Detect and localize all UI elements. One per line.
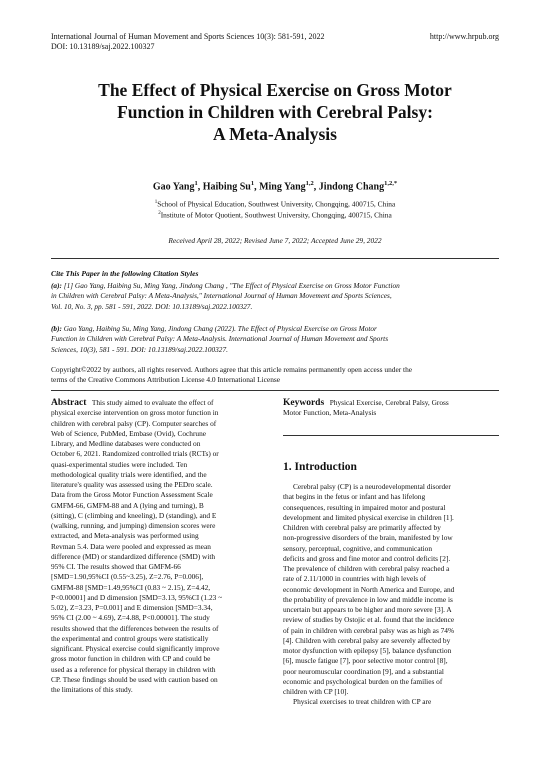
abstract — [51, 398, 272, 695]
abstract-line: gross motor function in children with CP and could be — [51, 654, 211, 664]
citation-line: [1] Gao Yang, Haibing Su, Ming Yang, Jindong Chang , "The Effect of Physical Exercise on Gross Motor Function — [63, 281, 400, 290]
citation-line: Function in Children with Cerebral Palsy: A Meta-Analysis. International Journal of Human Movement and Sports — [51, 334, 389, 344]
abstract-line: GMFM-88 [SMD=1.49,95%CI (0.83 ~ 2.15), Z=4.42, — [51, 582, 211, 592]
divider — [51, 258, 499, 259]
citation-line: Sciences, 10(3), 581 - 591. DOI: 10.13189/saj.2022.100327. — [51, 344, 228, 354]
keywords-heading: Keywords — [283, 398, 325, 408]
keywords-line: Motor Function, Meta-Analysis — [283, 408, 377, 418]
introduction-line: review of studies by Ostojic et al. found that the incidence — [283, 615, 455, 625]
affil-mark: 1 — [154, 200, 158, 205]
introduction-line: economic and psychological burden on the families of — [283, 676, 443, 686]
abstract-line: physical exercise intervention on gross motor function in — [51, 408, 219, 418]
abstract-line: Web of Science, PubMed, Embase (Ovid), Cochrune — [51, 428, 207, 438]
abstract-heading: Abstract — [51, 398, 87, 408]
introduction-line: development and limited physical exercise in children [1]. — [283, 512, 454, 522]
title-line: Function in Children with Cerebral Palsy: — [117, 102, 433, 122]
citation-line: Vol. 10, No. 3, pp. 581 - 591, 2022. DOI: 10.13189/saj.2022.100327. — [51, 301, 253, 311]
affil-text: Institute of Motor Quotient, Southwest University, Chongqing, 400715, China — [160, 210, 392, 220]
citation-style-a — [51, 281, 499, 312]
citation-tag: (a): — [51, 281, 62, 290]
abstract-line: the experimental and control groups were statistically — [51, 633, 209, 643]
abstract-line: used as a reference for physical therapy in children with — [51, 664, 216, 674]
title-line: The Effect of Physical Exercise on Gross Motor — [98, 80, 452, 100]
introduction-line: the probability of prevalence in low and middle income is — [283, 594, 453, 604]
keywords — [283, 398, 499, 419]
introduction-line: The prevalence of children with cerebral palsy reached a — [283, 564, 450, 573]
paper-title — [40, 79, 510, 145]
abstract-line: 95% CI (2.00 ~ 4.69), Z=4.88, P<0.00001]. The study — [51, 613, 210, 623]
abstract-line: children with cerebral palsy (CP). Computer searches of — [51, 418, 217, 428]
abstract-line: 95% CI. The results showed that GMFM-66 — [51, 562, 181, 571]
abstract-line: results showed that the differences between the results of — [51, 623, 219, 633]
citation-line: Gao Yang, Haibing Su, Ming Yang, Jindong Chang (2022). The Effect of Physical Exercise on Gross Motor — [63, 324, 377, 333]
journal-url[interactable]: http://www.hrpub.org — [429, 32, 499, 41]
abstract-line: difference (MD) or standardized difference (SMD) with — [51, 551, 216, 561]
introduction-line: rate of 2.11/1000 in countries with high levels of — [283, 574, 427, 584]
introduction-line: [4]. Children with cerebral palsy are severely affected by — [283, 635, 451, 645]
affiliation — [40, 198, 510, 209]
abstract-line: the limitations of this study. — [51, 685, 133, 694]
divider — [283, 435, 499, 436]
affil-mark: 2 — [158, 211, 161, 217]
introduction-line: Physical exercises to treat children with CP are — [293, 697, 432, 707]
introduction-line: Cerebral palsy (CP) is a neurodevelopmental disorder — [293, 482, 451, 491]
introduction-line: consequences, resulting in impaired motor and postural — [283, 502, 446, 512]
copyright-notice — [51, 365, 499, 386]
abstract-line: [SMD=1.90,95%CI (0.55~3.25), Z=2.76, P=0.006], — [51, 572, 204, 582]
journal-citation: International Journal of Human Movement and Sports Sciences 10(3): 581-591, 2022 — [51, 32, 325, 41]
abstract-line: CP. These findings should be used with caution based on — [51, 674, 218, 684]
author-affil-mark: 1 — [250, 180, 255, 187]
abstract-line: October 6, 2021. Randomized controlled trials (RCTs) or — [51, 449, 219, 459]
introduction-line: non-progressive disorders of the brain, manifested by low — [283, 533, 453, 543]
author-list: Gao Yang$^1$, Haibing Su$^1$, Ming Yang$^{1,2}$, Jindong Chang$^{1,2,*}$ — [152, 180, 398, 193]
citation-tag: (b): — [51, 324, 62, 333]
section-heading-introduction: 1. Introduction — [283, 461, 357, 473]
doi: DOI: 10.13189/saj.2022.100327 — [51, 42, 155, 51]
introduction-line: that begins in the fetus or infant and has lifelong — [283, 492, 426, 502]
introduction-line: poor neuromuscular coordination [9], and a substantial — [283, 666, 444, 676]
abstract-line: Data from the Gross Motor Function Assessment Scale — [51, 490, 213, 500]
affiliation — [40, 209, 510, 220]
introduction-line: economic development in North America and Europe, and — [283, 584, 455, 594]
author-name: Gao Yang — [152, 181, 195, 193]
affil-text: School of Physical Education, Southwest University, Chongqing, 400715, China — [157, 199, 396, 209]
abstract-line: literature's quality was assessed using the PEDro scale. — [51, 480, 213, 489]
abstract-line: methodological quality trials were identified, and the — [51, 469, 207, 479]
citation-line: in Children with Cerebral Palsy: A Meta-Analysis," International Journal of Human Movement and Sports Sciences, — [51, 291, 392, 301]
abstract-line: This study aimed to evaluate the effect of — [91, 398, 214, 407]
abstract-line: (walking, running, and jumping) dimension scores were — [51, 521, 216, 530]
introduction-body — [283, 482, 499, 708]
abstract-line: significant. Physical exercise could significantly improve — [51, 644, 220, 653]
citation-heading: Cite This Paper in the following Citation Styles — [51, 269, 199, 278]
author-affil-mark: 1,2 — [305, 180, 314, 187]
divider — [51, 390, 499, 391]
abstract-line: extracted, and Meta-analysis was performed using — [51, 531, 199, 541]
copyright-line: terms of the Creative Commons Attribution License 4.0 International License — [51, 375, 281, 385]
abstract-line: 5.02), Z=3.23, P=0.001] and E dimension [SMD=3.34, — [51, 603, 213, 612]
abstract-body — [51, 408, 272, 695]
abstract-line: quasi-experimental studies were included. Ten — [51, 459, 188, 469]
abstract-line: Revman 5.4. Data were pooled and expressed as mean — [51, 541, 211, 551]
introduction-line: deficits and gross and fine motor and control deficits [2]. — [283, 553, 451, 563]
received-dates: Received April 28, 2022; Revised June 7, 2022; Accepted June 29, 2022 — [168, 236, 382, 245]
citation-style-b — [51, 324, 499, 355]
abstract-line: GMFM-66, GMFM-88 and A (lying and turning), B — [51, 500, 204, 510]
introduction-line: Children with cerebral palsy are primarily affected by — [283, 523, 441, 532]
abstract-line: (sitting), C (climbing and kneeling), D (standing), and E — [51, 510, 217, 520]
title-line: A Meta-Analysis — [213, 124, 337, 144]
abstract-line: P<0.00001] and D dimension [SMD=3.13, 95%CI (1.23 ~ — [51, 592, 223, 602]
introduction-line: uncertain but appears to be higher and more severe [3]. A — [283, 605, 452, 614]
introduction-line: motor dysfunction with epilepsy [5], balance dysfunction — [283, 646, 452, 655]
introduction-line: of pain in children with cerebral palsy was as high as 74% — [283, 625, 455, 635]
author-affil-mark: 1 — [194, 180, 198, 187]
author-affil-mark: 1,2,* — [384, 180, 398, 187]
introduction-line: [6], muscle fatigue [7], poor selective motor control [8], — [283, 656, 448, 666]
author-name: Haibing Su — [202, 181, 251, 193]
affiliations — [40, 198, 510, 221]
keywords-line: Physical Exercise, Cerebral Palsy, Gross — [329, 398, 449, 407]
introduction-line: sensory, perceptual, cognitive, and communication — [283, 543, 433, 553]
copyright-line: Copyright©2022 by authors, all rights reserved. Authors agree that this article remains permanently open access under the — [51, 365, 413, 374]
abstract-line: Library, and Medline databases were conducted on — [51, 439, 201, 448]
introduction-line: children with CP [10]. — [283, 687, 349, 696]
author-name: Jindong Chang — [318, 181, 385, 193]
author-name: Ming Yang — [259, 181, 306, 193]
